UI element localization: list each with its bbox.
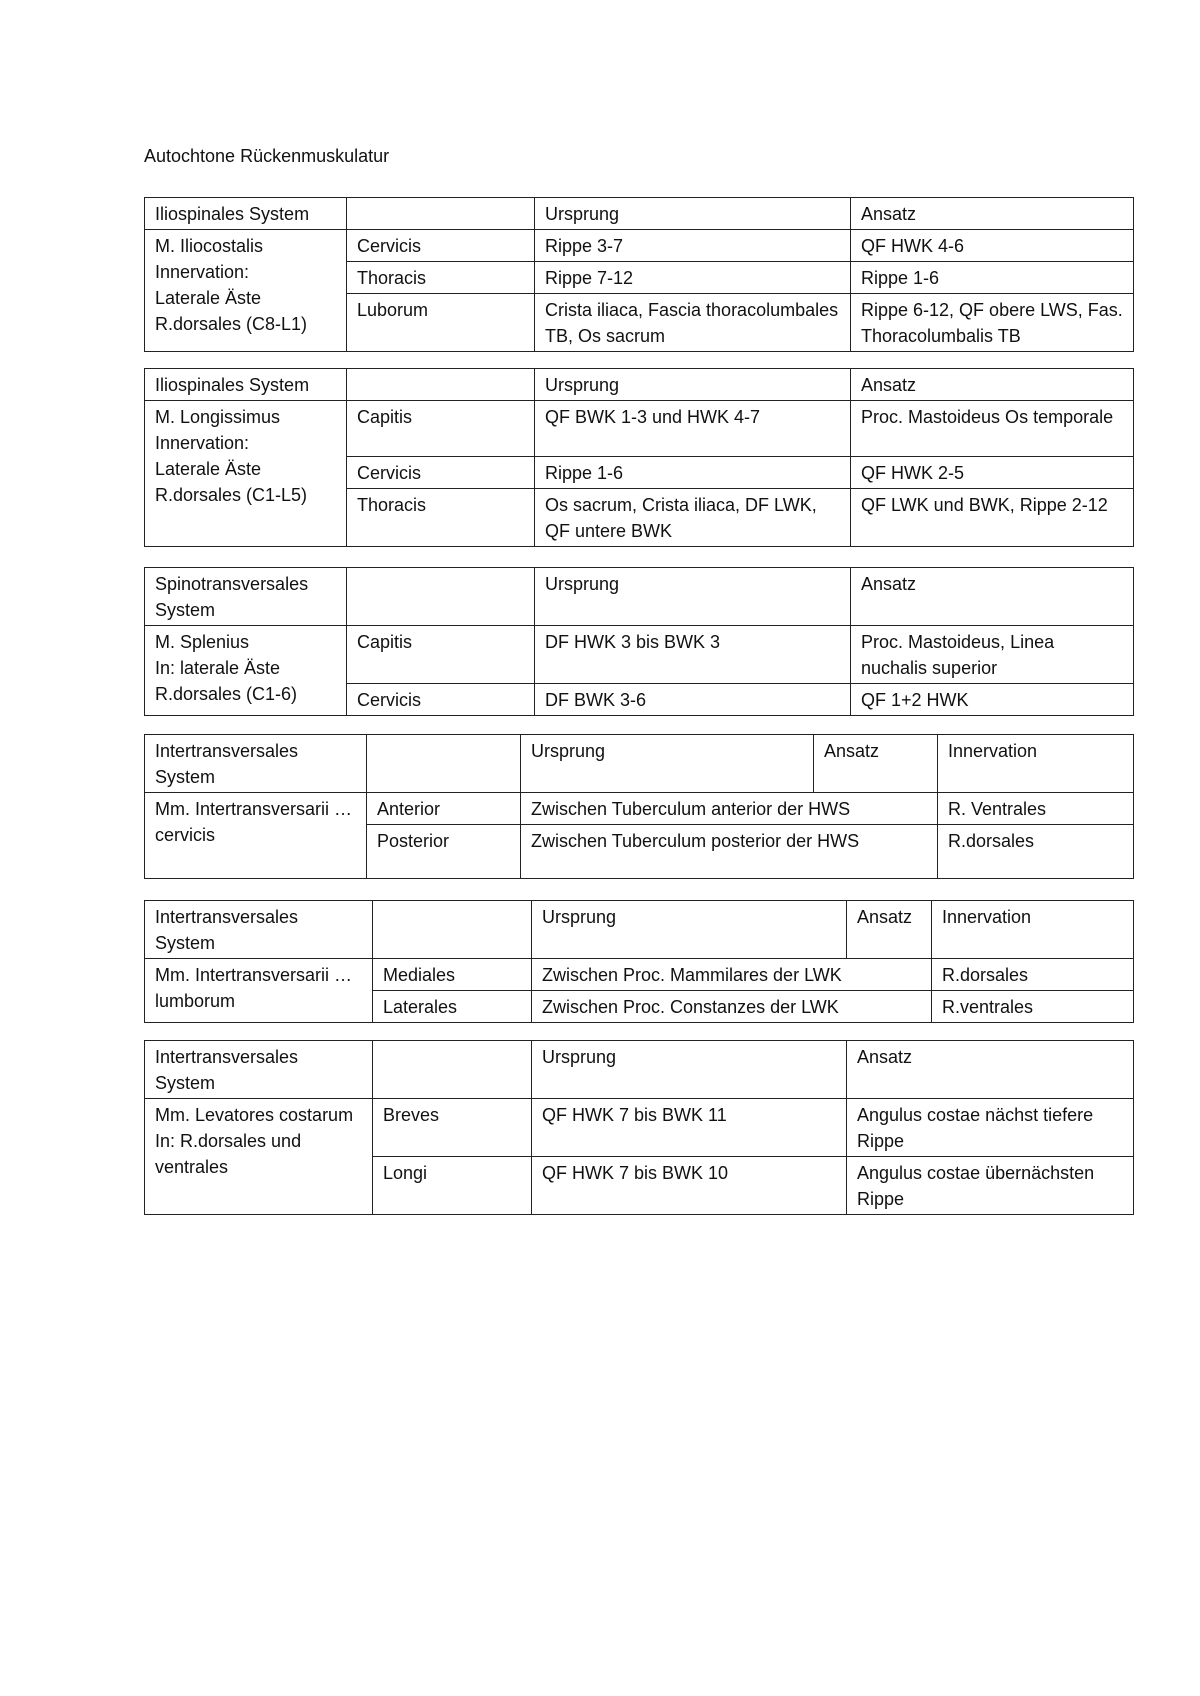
table-intertransversarii-cervicis — [144, 734, 1134, 879]
muscle-name: M. Longissimus Innervation: Laterale Äste R.dorsales (C1-L5) — [145, 401, 347, 547]
header-ansatz: Ansatz — [851, 369, 1134, 401]
header-system: Spinotransversales System — [145, 568, 347, 626]
ansatz-cell: Angulus costae übernächsten Rippe — [847, 1157, 1134, 1215]
innervation-cell: R.dorsales — [932, 959, 1134, 991]
ursprung-cell: Zwischen Proc. Mammilares der LWK — [532, 959, 932, 991]
table-row — [145, 1099, 1134, 1157]
ursprung-cell: Crista iliaca, Fascia thoracolumbales TB, Os sacrum — [535, 294, 851, 352]
table-row — [145, 626, 1134, 684]
ursprung-cell: Os sacrum, Crista iliaca, DF LWK, QF untere BWK — [535, 489, 851, 547]
ursprung-cell: QF HWK 7 bis BWK 10 — [532, 1157, 847, 1215]
header-ursprung: Ursprung — [535, 568, 851, 626]
header-ansatz: Ansatz — [847, 901, 932, 959]
ansatz-cell: Rippe 6-12, QF obere LWS, Fas. Thoracolumbalis TB — [851, 294, 1134, 352]
ansatz-cell: Proc. Mastoideus, Linea nuchalis superior — [851, 626, 1134, 684]
part-cell: Capitis — [347, 401, 535, 457]
muscle-name: M. Splenius In: laterale Äste R.dorsales (C1-6) — [145, 626, 347, 716]
ursprung-cell: Rippe 1-6 — [535, 457, 851, 489]
header-empty — [373, 1041, 532, 1099]
header-empty — [347, 198, 535, 230]
header-system: Intertransversales System — [145, 1041, 373, 1099]
header-ansatz: Ansatz — [814, 735, 938, 793]
ursprung-cell: Zwischen Proc. Constanzes der LWK — [532, 991, 932, 1023]
part-cell: Capitis — [347, 626, 535, 684]
ursprung-cell: DF BWK 3-6 — [535, 684, 851, 716]
table-intertransversarii-lumborum — [144, 900, 1134, 1023]
part-cell: Thoracis — [347, 489, 535, 547]
part-cell: Luborum — [347, 294, 535, 352]
innervation-cell: R. Ventrales — [938, 793, 1134, 825]
part-cell: Laterales — [373, 991, 532, 1023]
part-cell: Anterior — [367, 793, 521, 825]
muscle-name: Mm. Intertransversarii … lumborum — [145, 959, 373, 1023]
part-cell: Cervicis — [347, 230, 535, 262]
ansatz-cell: Angulus costae nächst tiefere Rippe — [847, 1099, 1134, 1157]
ansatz-cell: QF 1+2 HWK — [851, 684, 1134, 716]
header-innervation: Innervation — [932, 901, 1134, 959]
header-system: Iliospinales System — [145, 198, 347, 230]
ursprung-cell: QF BWK 1-3 und HWK 4-7 — [535, 401, 851, 457]
header-ansatz: Ansatz — [847, 1041, 1134, 1099]
table-splenius — [144, 567, 1134, 716]
header-ansatz: Ansatz — [851, 568, 1134, 626]
table-row — [145, 230, 1134, 262]
ursprung-cell: Rippe 3-7 — [535, 230, 851, 262]
ansatz-cell: Rippe 1-6 — [851, 262, 1134, 294]
muscle-name: M. Iliocostalis Innervation: Laterale Äste R.dorsales (C8-L1) — [145, 230, 347, 352]
header-empty — [347, 369, 535, 401]
table-header-row — [145, 735, 1134, 793]
document-title: Autochtone Rückenmuskulatur — [144, 146, 390, 166]
muscle-name: Mm. Levatores costarum In: R.dorsales und ventrales — [145, 1099, 373, 1215]
ursprung-cell: DF HWK 3 bis BWK 3 — [535, 626, 851, 684]
table-row — [145, 793, 1134, 825]
ursprung-cell: Zwischen Tuberculum anterior der HWS — [521, 793, 938, 825]
ursprung-cell: Zwischen Tuberculum posterior der HWS — [521, 825, 938, 879]
table-levatores-costarum — [144, 1040, 1134, 1215]
header-ursprung: Ursprung — [535, 198, 851, 230]
innervation-cell: R.dorsales — [938, 825, 1134, 879]
header-system: Intertransversales System — [145, 901, 373, 959]
ursprung-cell: Rippe 7-12 — [535, 262, 851, 294]
table-longissimus — [144, 368, 1134, 547]
header-ursprung: Ursprung — [535, 369, 851, 401]
ansatz-cell: QF HWK 2-5 — [851, 457, 1134, 489]
muscle-name: Mm. Intertransversarii … cervicis — [145, 793, 367, 879]
header-empty — [347, 568, 535, 626]
header-system: Intertransversales System — [145, 735, 367, 793]
table-header-row — [145, 369, 1134, 401]
part-cell: Thoracis — [347, 262, 535, 294]
table-header-row — [145, 901, 1134, 959]
header-system: Iliospinales System — [145, 369, 347, 401]
header-innervation: Innervation — [938, 735, 1134, 793]
header-ansatz: Ansatz — [851, 198, 1134, 230]
part-cell: Posterior — [367, 825, 521, 879]
table-header-row — [145, 198, 1134, 230]
table-row — [145, 959, 1134, 991]
part-cell: Cervicis — [347, 457, 535, 489]
table-header-row — [145, 1041, 1134, 1099]
header-empty — [367, 735, 521, 793]
header-ursprung: Ursprung — [532, 901, 847, 959]
header-ursprung: Ursprung — [532, 1041, 847, 1099]
ansatz-cell: QF HWK 4-6 — [851, 230, 1134, 262]
ansatz-cell: QF LWK und BWK, Rippe 2-12 — [851, 489, 1134, 547]
table-header-row — [145, 568, 1134, 626]
part-cell: Cervicis — [347, 684, 535, 716]
part-cell: Breves — [373, 1099, 532, 1157]
ansatz-cell: Proc. Mastoideus Os temporale — [851, 401, 1134, 457]
part-cell: Longi — [373, 1157, 532, 1215]
table-row — [145, 401, 1134, 457]
part-cell: Mediales — [373, 959, 532, 991]
ursprung-cell: QF HWK 7 bis BWK 11 — [532, 1099, 847, 1157]
header-ursprung: Ursprung — [521, 735, 814, 793]
table-iliocostalis — [144, 197, 1134, 352]
innervation-cell: R.ventrales — [932, 991, 1134, 1023]
header-empty — [373, 901, 532, 959]
